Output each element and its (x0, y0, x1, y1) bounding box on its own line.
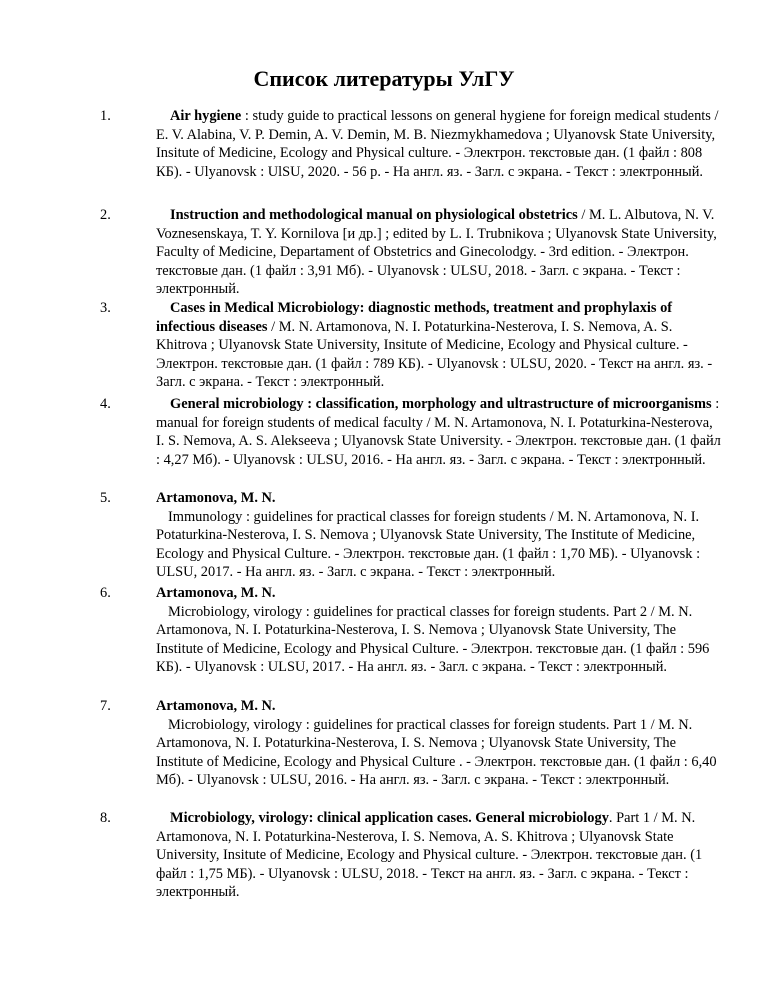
item-description: : study guide to practical lessons on general hygiene for foreign medical students / E. V. Alabina, V. P. Demin, A. V. Demin, M. B. Niezmykhamedova ; Ulyanovsk State University, Insitute of Medicine, Ecology and Physical culture. - Электрон. текстовые дан. (1 файл : 808 КБ). - Ulyanovsk : UlSU, 2020. - 56 p. - На англ. яз. - Загл. с экрана. - Текст : электронный. (156, 108, 719, 180)
item-heading: Artamonova, M. N. (156, 698, 276, 714)
item-number: 5. (100, 490, 111, 506)
item-text (118, 299, 722, 392)
item-heading: Cases in Medical Microbiology: diagnostic methods, treatment and prophylaxis of infectious diseases (156, 300, 673, 335)
item-heading: Air hygiene (170, 108, 242, 124)
item-description: . Part 1 / M. N. Artamonova, N. I. Potaturkina-Nesterova, I. S. Nemova, A. S. Khitrova ; Ulyanovsk State University, Insitute of Medicine, Ecology and Physical culture. - Электрон. текстовые дан. (1 файл : 1,75 МБ). - Ulyanovsk : ULSU, 2018. - Текст на англ. яз. - Загл. с экрана. - Текст : электронный. (156, 810, 703, 900)
item-description: / M. L. Albutova, N. V. Voznesenskaya, T. Y. Kornilova [и др.] ; edited by L. I. Trubnikova ; Ulyanovsk State University, Faculty of Medicine, Departament of Obstetrics and Ginecolodgy. - 3rd edition. - Электрон. текстовые дан. (1 файл : 3,91 Мб). - Ulyanovsk : ULSU, 2018. - Загл. с экрана. - Текст : электронный. (156, 207, 717, 297)
item-number: 1. (100, 108, 111, 124)
list-item (100, 584, 722, 677)
list-item (100, 299, 722, 392)
item-heading: Microbiology, virology: clinical application cases. General microbiology (170, 810, 609, 826)
list-item (100, 395, 722, 469)
item-description: / M. N. Artamonova, N. I. Potaturkina-Nesterova, I. S. Nemova, A. S. Khitrova ; Ulyanovsk State University, Insitute of Medicine, Ecology and Physical culture. - Электрон. текстовые дан. (1 файл : 789 КБ). - Ulyanovsk : ULSU, 2020. - Текст на англ. яз. - Загл. с экрана. - Текст : электронный. (156, 318, 713, 390)
list-item (100, 107, 722, 181)
item-heading: Instruction and methodological manual on physiological obstetrics (170, 207, 578, 223)
item-number: 2. (100, 207, 111, 223)
item-text (118, 489, 722, 582)
item-number: 6. (100, 585, 111, 601)
item-heading: General microbiology : classification, morphology and ultrastructure of microorganisms (170, 396, 712, 412)
list-item (100, 489, 722, 582)
item-number: 3. (100, 300, 111, 316)
item-text (118, 697, 722, 790)
item-heading: Artamonova, M. N. (156, 585, 276, 601)
list-item (100, 697, 722, 790)
list-item (100, 206, 722, 299)
page-title: Список литературы УлГУ (253, 66, 515, 91)
item-text (118, 809, 722, 902)
item-description: Immunology : guidelines for practical classes for foreign students / M. N. Artamonova, N. I. Potaturkina-Nesterova, I. S. Nemova ; Ulyanovsk State University, The Institute of Medicine, Ecology and Physical Culture. - Электрон. текстовые дан. (1 файл : 1,70 МБ). - Ulyanovsk : ULSU, 2017. - На англ. яз. - Загл. с экрана. - Текст : электронный. (156, 508, 701, 580)
item-description: Microbiology, virology : guidelines for practical classes for foreign students. Part 2 / M. N. Artamonova, N. I. Potaturkina-Nesterova, I. S. Nemova ; Ulyanovsk State University, The Institute of Medicine, Ecology and Physical Culture. - Электрон. текстовые дан. (1 файл : 596 КБ). - Ulyanovsk : ULSU, 2017. - На англ. яз. - Загл. с экрана. - Текст : электронный. (156, 603, 710, 675)
item-number: 8. (100, 810, 111, 826)
item-heading: Artamonova, M. N. (156, 490, 276, 506)
item-text (118, 584, 722, 677)
item-description: Microbiology, virology : guidelines for practical classes for foreign students. Part 1 / M. N. Artamonova, N. I. Potaturkina-Nesterova, I. S. Nemova ; Ulyanovsk State University, The Institute of Medicine, Ecology and Physical Culture . - Электрон. текстовые дан. (1 файл : 6,40 Мб). - Ulyanovsk : ULSU, 2016. - На англ. яз. - Загл. с экрана. - Текст : электронный. (156, 716, 717, 788)
item-text (118, 395, 722, 469)
item-number: 7. (100, 698, 111, 714)
list-item (100, 809, 722, 902)
item-text (118, 206, 722, 299)
item-text (118, 107, 722, 181)
item-description: : manual for foreign students of medical faculty / M. N. Artamonova, N. I. Potaturkina-Nesterova, I. S. Nemova, A. S. Alekseeva ; Ulyanovsk State University. - Электрон. текстовые дан. (1 файл : 4,27 Мб). - Ulyanovsk : ULSU, 2016. - На англ. яз. - Загл. с экрана. - Текст : электронный. (156, 396, 721, 468)
item-number: 4. (100, 396, 111, 412)
